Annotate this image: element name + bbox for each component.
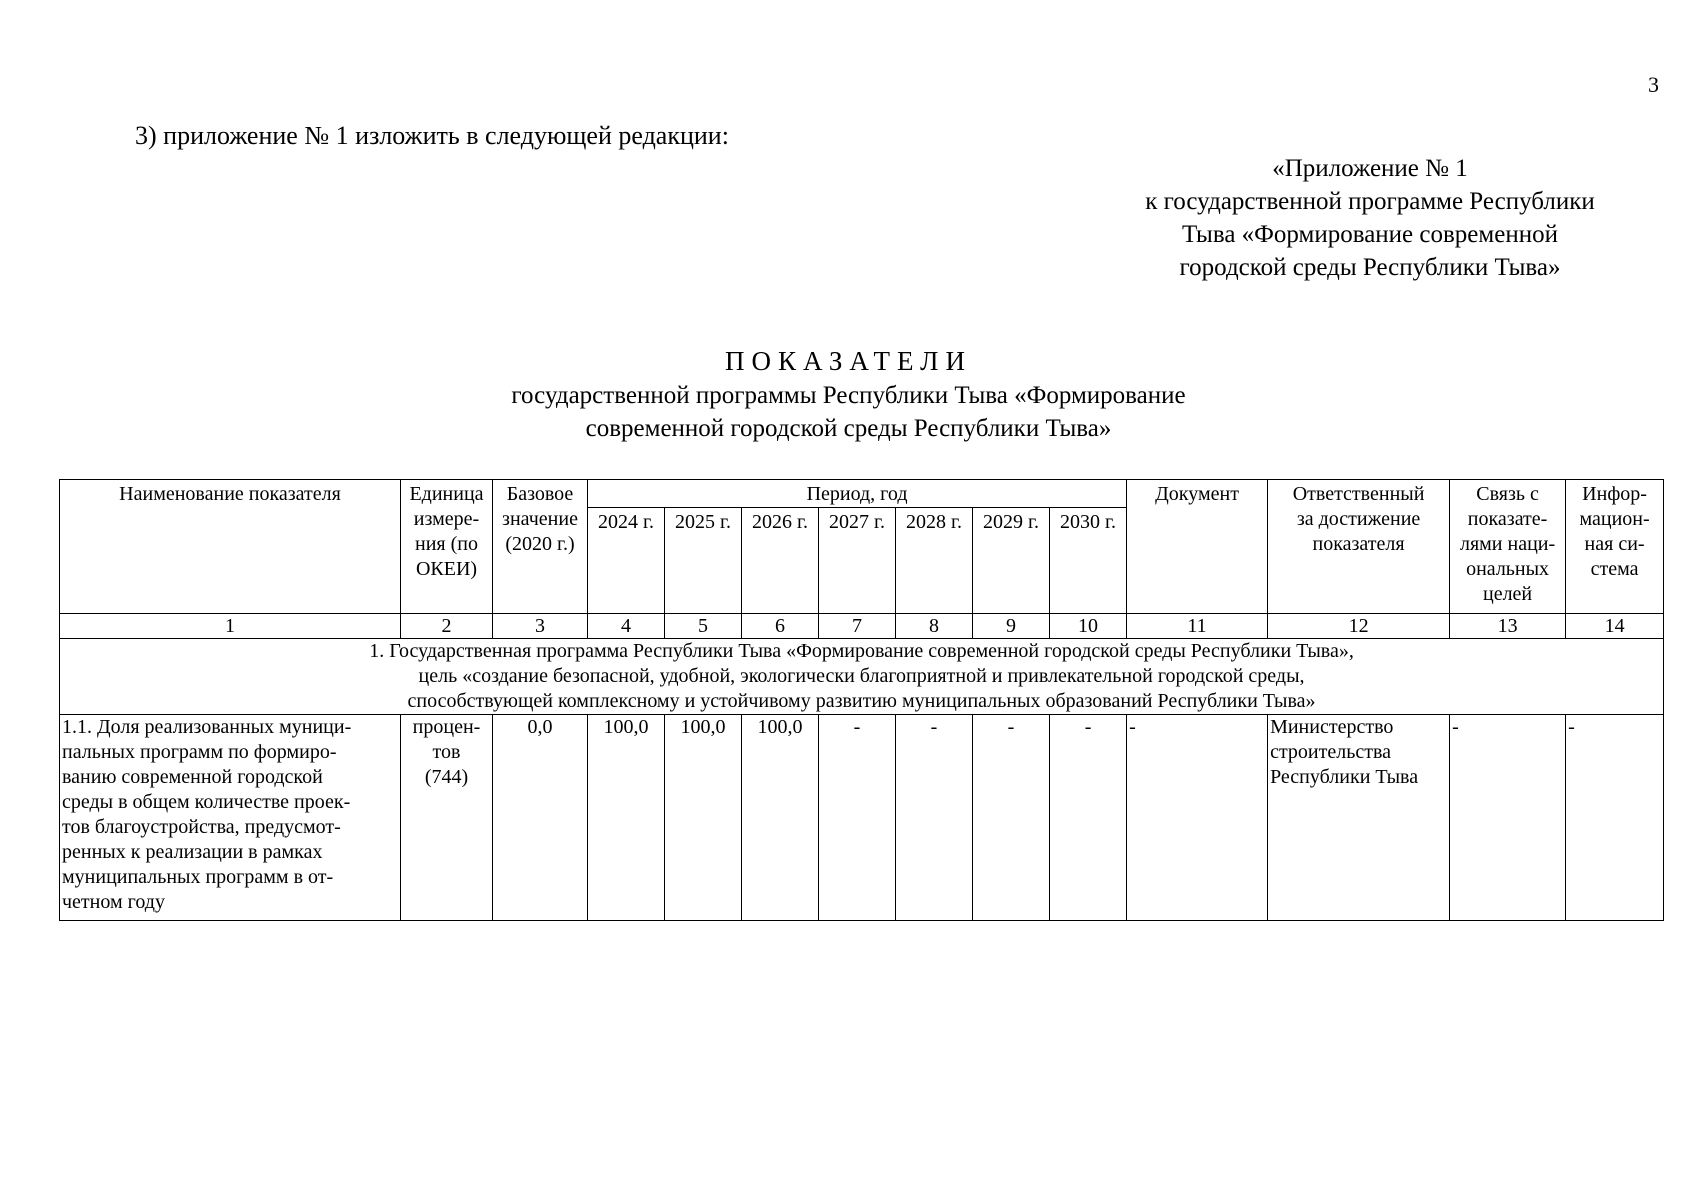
column-number: 3 [493,614,588,639]
header-national-goals-link: Связь с показате- лями наци- ональных целей [1450,480,1566,614]
indicator-base-value: 0,0 [493,715,588,921]
column-number-row [60,614,1664,639]
appendix-line: «Приложение № 1 [1272,155,1468,182]
column-number: 7 [819,614,896,639]
title-subtitle-line: государственной программы Республики Тыва «Формирование [511,382,1186,409]
header-year: 2029 г. [973,508,1050,614]
header-year: 2024 г. [588,508,665,614]
title-main: ПОКАЗАТЕЛИ [725,346,972,376]
document-title [300,345,1397,445]
column-number: 10 [1050,614,1127,639]
title-subtitle-line: современной городской среды Республики Тыва» [585,415,1112,442]
header-period: Период, год [588,480,1127,508]
indicator-name: 1.1. Доля реализованных муници- пальных программ по формиро- ванию современной городской среды в общем количестве проек- тов благоустройства, предусмот- ренных к реализации в рамках муниципальных программ в от- четном году [60,715,401,921]
column-number: 8 [896,614,973,639]
column-number: 13 [1450,614,1566,639]
column-number: 9 [973,614,1050,639]
column-number: 12 [1268,614,1450,639]
appendix-line: к государственной программе Республики [1145,188,1595,215]
header-row [60,480,1664,508]
section-title: 1. Государственная программа Республики Тыва «Формирование современной городской среды Республики Тыва», цель «создание безопасной, удобной, экологически благоприятной и привлекательной городской среды, способствующей комплексному и устойчивому развитию муниципальных образований Республики Тыва» [60,639,1664,715]
indicator-responsible: Министерство строительства Республики Тыва [1268,715,1450,921]
column-number: 11 [1127,614,1268,639]
page-number: 3 [1648,72,1659,97]
column-number: 5 [665,614,742,639]
column-number: 2 [401,614,493,639]
indicators-table [59,479,1664,921]
indicator-year-value: 100,0 [742,715,819,921]
indicator-year-value: 100,0 [588,715,665,921]
indicator-year-value: - [819,715,896,921]
appendix-line: Тыва «Формирование современной [1182,221,1558,248]
indicator-year-value: - [973,715,1050,921]
header-year: 2027 г. [819,508,896,614]
column-number: 1 [60,614,401,639]
header-year: 2028 г. [896,508,973,614]
indicator-year-value: - [896,715,973,921]
column-number: 14 [1566,614,1664,639]
instruction-text: 3) приложение № 1 изложить в следующей редакции: [135,121,729,150]
indicator-info-system: - [1566,715,1664,921]
header-year: 2030 г. [1050,508,1127,614]
indicator-national-goals-link: - [1450,715,1566,921]
header-document: Документ [1127,480,1268,614]
column-number: 6 [742,614,819,639]
header-info-system: Инфор- мацион- ная си- стема [1566,480,1664,614]
indicator-year-value: 100,0 [665,715,742,921]
indicator-document: - [1127,715,1268,921]
table-row [60,715,1664,921]
indicator-unit: процен- тов (744) [401,715,493,921]
indicator-year-value: - [1050,715,1127,921]
appendix-header [1100,152,1640,284]
header-name: Наименование показателя [60,480,401,614]
column-number: 4 [588,614,665,639]
header-year: 2026 г. [742,508,819,614]
header-unit: Единица измере- ния (по ОКЕИ) [401,480,493,614]
appendix-line: городской среды Республики Тыва» [1179,254,1561,281]
header-base-value: Базовое значение (2020 г.) [493,480,588,614]
header-responsible: Ответственный за достижение показателя [1268,480,1450,614]
section-row [60,639,1664,715]
header-year: 2025 г. [665,508,742,614]
